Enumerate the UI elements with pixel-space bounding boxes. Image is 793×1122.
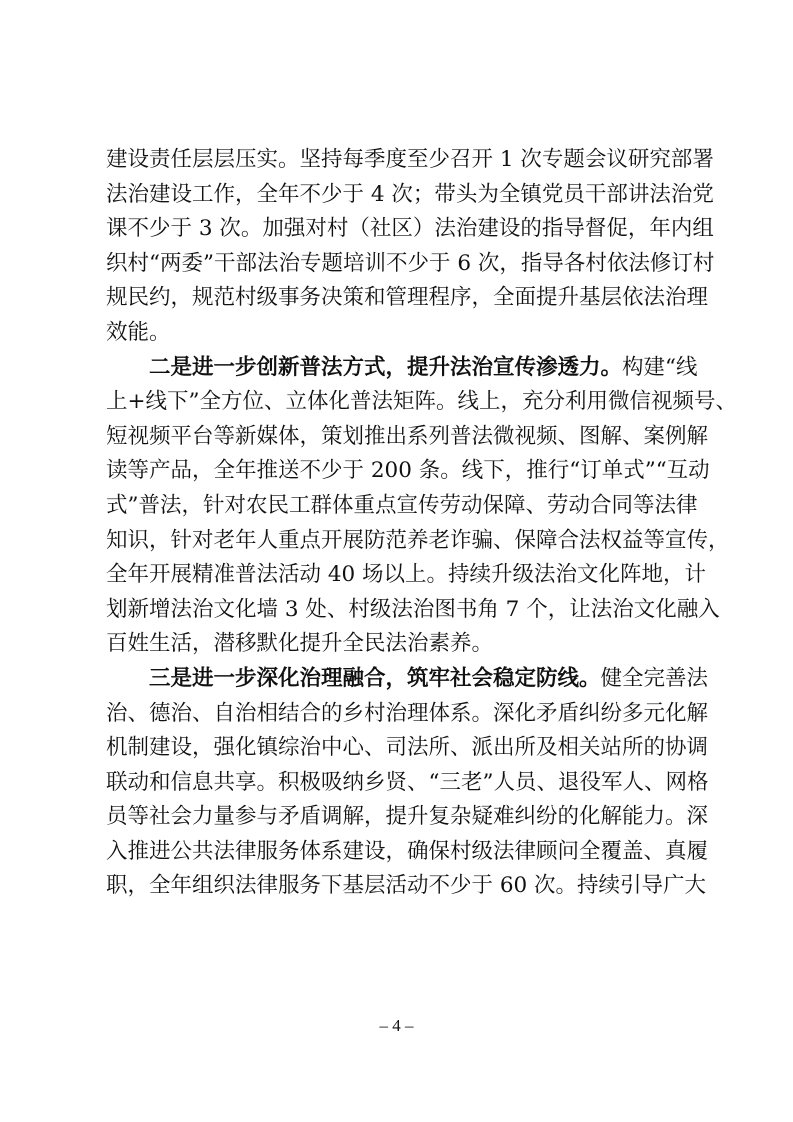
paragraph-1-line-2: 法治建设工作，全年不少于 4 次；带头为全镇党员干部讲法治党 [106,181,714,207]
paragraph-2-line-4: 读等产品，全年推送不少于 200 条。线下，推行“订单式”“互动 [106,458,710,484]
paragraph-2-line-3: 短视频平台等新媒体，策划推出系列普法微视频、图解、案例解 [106,423,709,449]
paragraph-2-line-5: 式”普法，针对农民工群体重点宣传劳动保障、劳动合同等法律 [106,492,698,518]
body-text [106,143,738,904]
paragraph-2-line-9: 百姓生活，潜移默化提升全民法治素养。 [106,631,494,657]
paragraph-1-line-3: 课不少于 3 次。加强对村（社区）法治建设的指导督促，年内组 [106,216,714,242]
paragraph-3-first-line-rest: 健全完善法 [600,665,709,691]
paragraph-3-line-2: 治、德治、自治相结合的乡村治理体系。深化矛盾纠纷多元化解 [106,700,709,726]
paragraph-2-line-1 [106,351,698,386]
paragraph-3-line-1 [106,662,709,697]
paragraph-2-lead-heading: 二是进一步创新普法方式，提升法治宣传渗透力。 [149,354,623,380]
paragraph-3-lead-heading: 三是进一步深化治理融合，筑牢社会稳定防线。 [149,665,601,691]
page-number: – 4 – [379,1016,414,1035]
paragraph-3-line-7: 职，全年组织法律服务下基层活动不少于 60 次。持续引导广大 [106,873,707,899]
paragraph-3-line-6: 入推进公共法律服务体系建设，确保村级法律顾问全覆盖、真履 [106,838,709,864]
paragraph-1-line-1: 建设责任层层压实。坚持每季度至少召开 1 次专题会议研究部署 [106,147,714,172]
paragraph-1-line-6: 效能。 [106,319,171,345]
paragraph-2-first-line-rest: 构建“线 [622,354,698,380]
paragraph-2-line-6: 知识，针对老年人重点开展防范养老诈骗、保障合法权益等宣传， [106,527,730,553]
paragraph-2-line-7: 全年开展精准普法活动 40 场以上。持续升级法治文化阵地，计 [106,562,707,588]
paragraph-2-line-8: 划新增法治文化墙 3 处、村级法治图书角 7 个，让法治文化融入 [106,596,720,622]
paragraph-1-line-5: 规民约，规范村级事务决策和管理程序，全面提升基层依法治理 [106,285,709,311]
paragraph-1-line-4: 织村“两委”干部法治专题培训不少于 6 次，指导各村依法修订村 [106,250,715,276]
paragraph-3-line-4: 联动和信息共享。积极吸纳乡贤、“三老”人员、退役军人、网格 [106,769,709,795]
paragraph-2-line-2: 上+线下”全方位、立体化普法矩阵。线上，充分利用微信视频号、 [106,389,738,415]
paragraph-3-line-3: 机制建设，强化镇综治中心、司法所、派出所及相关站所的协调 [106,735,709,761]
paragraph-3-line-5: 员等社会力量参与矛盾调解，提升复杂疑难纠纷的化解能力。深 [106,804,709,830]
